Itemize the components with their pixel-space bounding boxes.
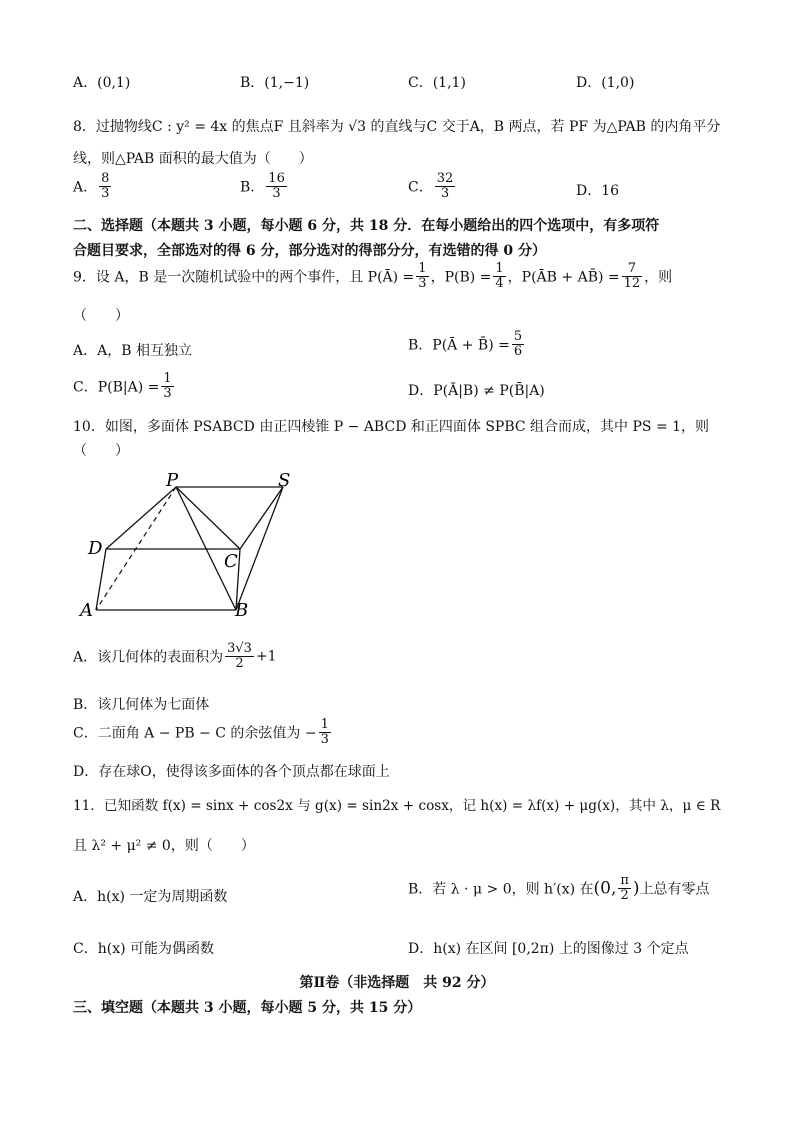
section2-header-line2: 合题目要求，全部选对的得 6 分，部分选对的得部分分，有选错的得 0 分） (73, 243, 546, 259)
q7-option-c: C．(1,1) (408, 75, 466, 91)
q11-option-d: D．h(x) 在区间 [0,2π) 上的图像过 3 个定点 (408, 941, 689, 957)
label-b: B (235, 600, 249, 621)
q9-stem: 9．设 A，B 是一次随机试验中的两个事件，且 P(Ā) = $\frac{1}{3}$ ，P(B) = $\frac{1}{4}$ ，P(ĀB + AB̄) = $\frac{7}{12}$ ，则 (73, 261, 673, 291)
q8-stem-line2: 线，则△PAB 面积的最大值为（ ） (73, 151, 313, 167)
q10-option-c: C．二面角 A − PB − C 的余弦值为 − $\frac{1}{3}$ (73, 717, 329, 747)
q9-answer-paren: （ ） (73, 308, 129, 324)
q11-option-b: B．若 λ · μ > 0，则 h′(x) 在(0, $\frac{\pi}{2}$ )上总有零点 (408, 873, 710, 903)
q8-option-b: B． $\frac{16}{3}$ (240, 171, 285, 201)
q8-option-d: D．16 (576, 183, 620, 199)
q9-option-d: D．P(Ā|B) ≠ P(B̄|A) (408, 383, 545, 399)
label-p: P (166, 470, 179, 491)
q10-option-b: B．该几何体为七面体 (73, 697, 210, 713)
section2-header-line1: 二、选择题（本题共 3 小题，每小题 6 分，共 18 分．在每小题给出的四个选项中，有多项符 (73, 218, 660, 234)
q11-stem-line1: 11．已知函数 f(x) = sinx + cos2x 与 g(x) = sin2x + cosx，记 h(x) = λf(x) + μg(x)，其中 λ，μ ∈ R (73, 798, 721, 814)
label-s: S (278, 470, 291, 491)
q10-option-a: A．该几何体的表面积为 $\frac{3√3}{2}$ +1 (73, 641, 277, 671)
q9-option-c: C．P(B|A) = $\frac{1}{3}$ (73, 371, 172, 401)
q11-option-a: A．h(x) 一定为周期函数 (73, 889, 228, 905)
q7-option-a: A．(0,1) (73, 75, 131, 91)
q7-option-b: B．(1,−1) (240, 75, 310, 91)
label-d: D (88, 538, 103, 559)
label-a: A (80, 600, 93, 621)
polyhedron-figure (70, 462, 310, 622)
q10-answer-paren: （ ） (73, 443, 129, 459)
q8-option-c: C． $\frac{32}{3}$ (408, 171, 454, 201)
q8-stem-line1: 8．过抛物线C : y² = 4x 的焦点F 且斜率为 √3 的直线与C 交于A，B 两点，若 PF 为△PAB 的内角平分 (73, 119, 721, 135)
label-c: C (224, 551, 238, 572)
q10-stem: 10．如图，多面体 PSABCD 由正四棱锥 P − ABCD 和正四面体 SPBC 组合而成，其中 PS = 1，则 (73, 419, 710, 435)
q10-option-d: D．存在球O，使得该多面体的各个顶点都在球面上 (73, 764, 390, 780)
q9-option-a: A．A，B 相互独立 (73, 343, 192, 359)
q11-option-c: C．h(x) 可能为偶函数 (73, 941, 214, 957)
q7-option-d: D．(1,0) (576, 75, 635, 91)
q8-option-a: A． $\frac{8}{3}$ (73, 171, 110, 201)
q11-stem-line2: 且 λ² + μ² ≠ 0，则（ ） (73, 838, 255, 854)
part2-title: 第Ⅱ卷（非选择题 共 92 分） (299, 975, 495, 991)
section3-header: 三、填空题（本题共 3 小题，每小题 5 分，共 15 分） (73, 1000, 422, 1016)
q9-option-b: B．P(Ā + B̄) = $\frac{5}{6}$ (408, 329, 523, 359)
